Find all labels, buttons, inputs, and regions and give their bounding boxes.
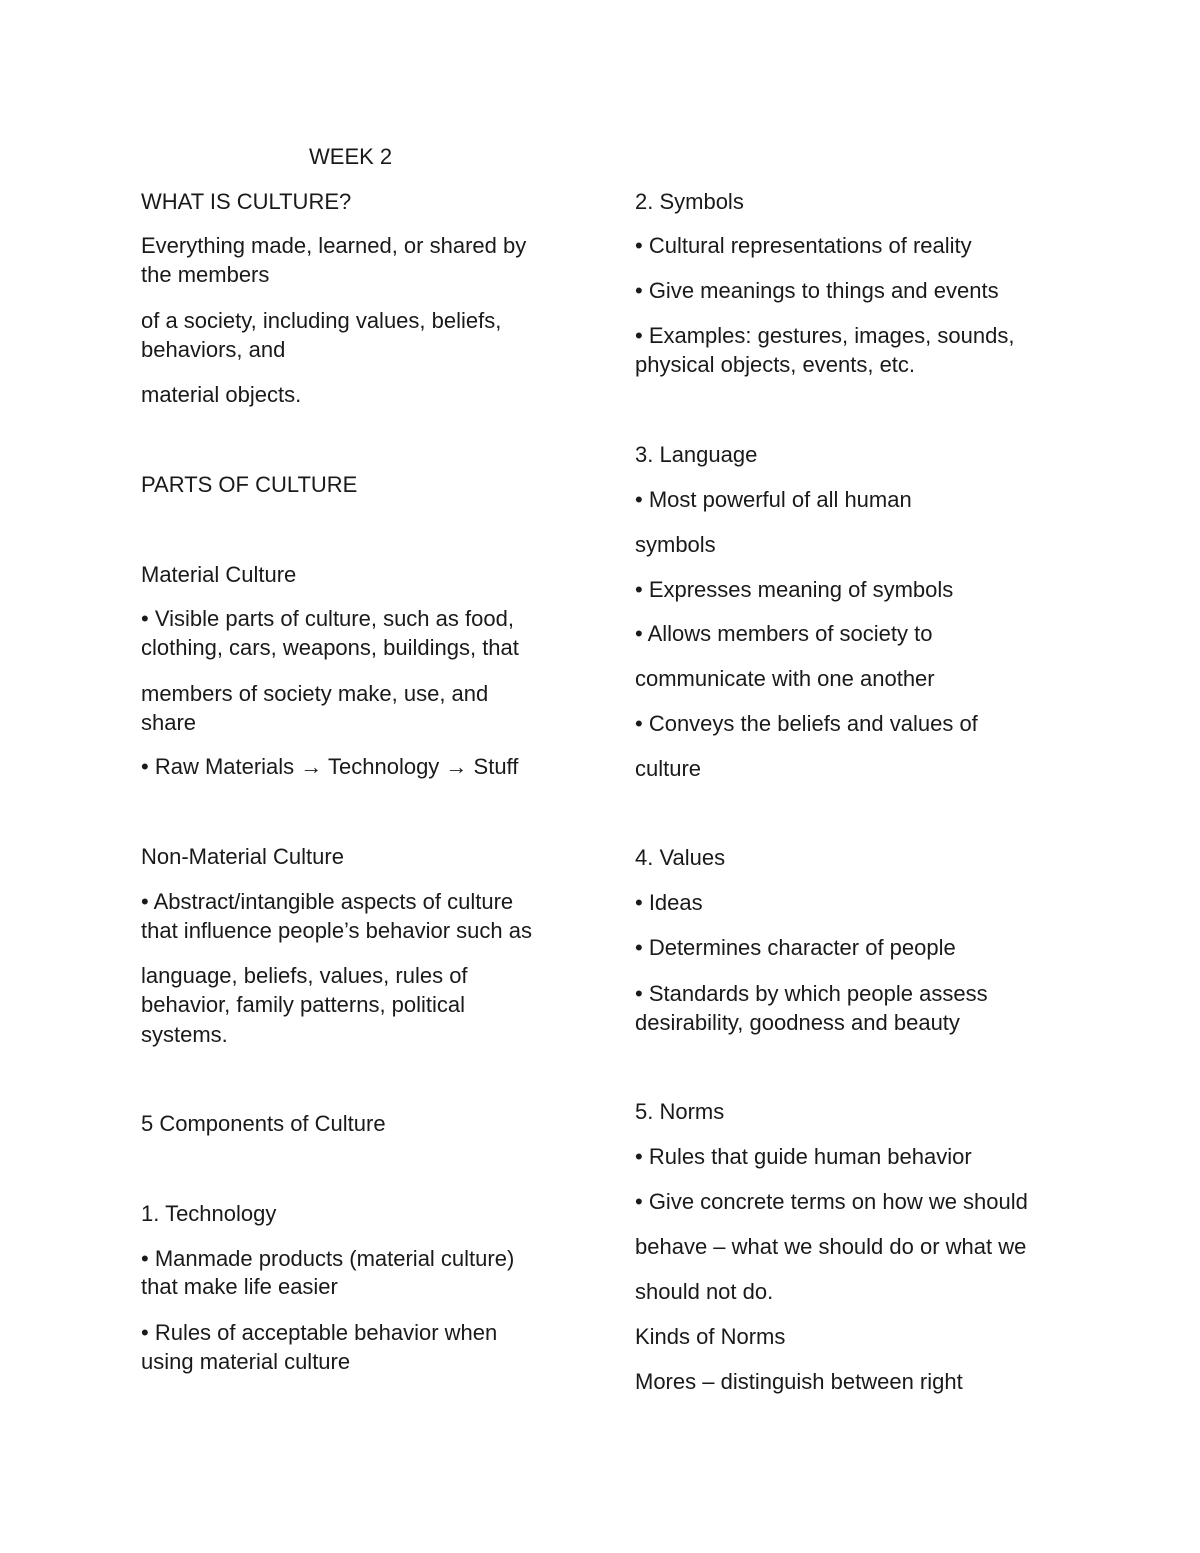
text-line: • Ideas [635, 890, 703, 915]
text-line: that make life easier [141, 1274, 338, 1299]
text-line: • Cultural representations of reality [635, 233, 972, 258]
heading-what-is-culture: WHAT IS CULTURE? [141, 189, 352, 214]
week-title: WEEK 2 [309, 144, 393, 169]
text-line: behave – what we should do or what we [635, 1234, 1027, 1259]
heading-5-components: 5 Components of Culture [141, 1111, 386, 1136]
text-line: • Abstract/intangible aspects of culture [141, 889, 514, 914]
text-line: systems. [141, 1022, 228, 1047]
text-line: share [141, 710, 197, 735]
text-line: clothing, cars, weapons, buildings, that [141, 635, 519, 660]
heading-parts-of-culture: PARTS OF CULTURE [141, 472, 358, 497]
text-line: Mores – distinguish between right [635, 1369, 963, 1394]
heading-language: 3. Language [635, 442, 758, 467]
text-line: • Manmade products (material culture) [141, 1246, 515, 1271]
text-line: • Give meanings to things and events [635, 278, 999, 303]
text-line: • Examples: gestures, images, sounds, [635, 323, 1015, 348]
text-line: • Determines character of people [635, 935, 956, 960]
text-line: symbols [635, 532, 716, 557]
heading-technology: 1. Technology [141, 1201, 277, 1226]
text-line: • Rules of acceptable behavior when [141, 1320, 498, 1345]
text-line: communicate with one another [635, 666, 935, 691]
text-line: • Standards by which people assess [635, 981, 988, 1006]
text-line: material objects. [141, 382, 302, 407]
text-line: behavior, family patterns, political [141, 992, 466, 1017]
text-line: • Visible parts of culture, such as food, [141, 606, 514, 631]
text-line: culture [635, 756, 702, 781]
text-line: • Raw Materials → Technology → Stuff [141, 754, 519, 779]
text-line: Everything made, learned, or shared by [141, 233, 527, 258]
heading-norms: 5. Norms [635, 1099, 725, 1124]
text-line: • Expresses meaning of symbols [635, 577, 954, 602]
text-line: should not do. [635, 1279, 774, 1304]
text-line: members of society make, use, and [141, 681, 489, 706]
text-line: • Conveys the beliefs and values of [635, 711, 978, 736]
text-line: • Allows members of society to [635, 621, 933, 646]
text-line: • Most powerful of all human [635, 487, 912, 512]
heading-symbols: 2. Symbols [635, 189, 744, 214]
text-line: of a society, including values, beliefs, [141, 308, 502, 333]
text-line: that influence people’s behavior such as [141, 918, 532, 943]
text-line: behaviors, and [141, 337, 286, 362]
text-line: the members [141, 262, 270, 287]
text-line: • Rules that guide human behavior [635, 1144, 972, 1169]
text-line: • Give concrete terms on how we should [635, 1189, 1028, 1214]
text-line: language, beliefs, values, rules of [141, 963, 468, 988]
heading-kinds-of-norms: Kinds of Norms [635, 1324, 786, 1349]
text-line: desirability, goodness and beauty [635, 1010, 960, 1035]
heading-non-material-culture: Non-Material Culture [141, 844, 344, 869]
text-line: physical objects, events, etc. [635, 352, 916, 377]
text-line: using material culture [141, 1349, 351, 1374]
heading-material-culture: Material Culture [141, 562, 297, 587]
heading-values: 4. Values [635, 845, 726, 870]
